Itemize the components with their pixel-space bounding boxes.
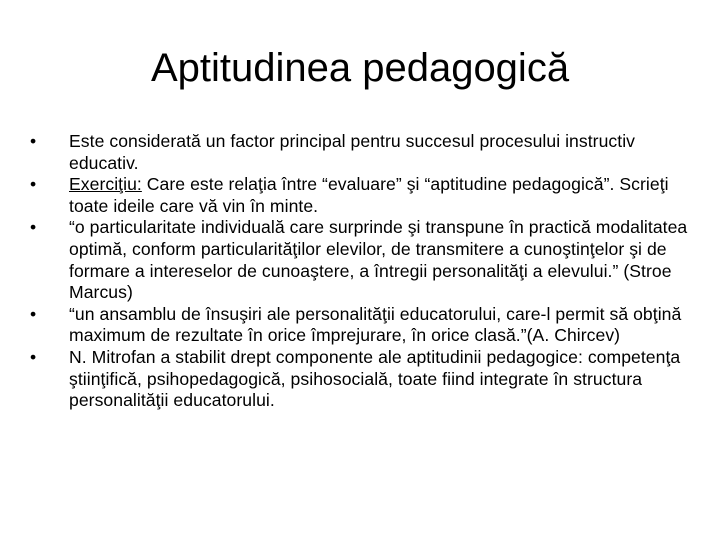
- bullet-marker: •: [30, 303, 37, 324]
- bullet-item: [30, 217, 698, 303]
- bullet-text: N. Mitrofan a stabilit drept componente ale aptitudinii pedagogice: competenţa ştiinţifică, psihopedagogică, psihosocială, toate fiind integrate în structura personalităţii educatorului.: [69, 346, 681, 411]
- bullet-text: Care este relaţia între “evaluare” şi “aptitudine pedagogică”. Scrieţi toate ideile care vă vin în minte.: [69, 174, 669, 216]
- bullet-marker: •: [30, 217, 37, 238]
- bullet-item: [30, 174, 698, 217]
- bullet-item: [30, 347, 698, 412]
- bullet-list: [30, 131, 698, 412]
- bullet-item: [30, 304, 698, 347]
- exercise-label: Exerciţiu:: [69, 174, 142, 195]
- bullet-text: “un ansamblu de însuşiri ale personalităţii educatorului, care-l permit să obţină maximum de rezultate în orice împrejurare, în orice clasă.”(A. Chircev): [69, 303, 682, 346]
- bullet-marker: •: [30, 346, 37, 367]
- bullet-marker: •: [30, 131, 37, 151]
- bullet-text: Este considerată un factor principal pentru succesul procesului instructiv educativ.: [69, 131, 636, 173]
- slide-title: Aptitudinea pedagogică: [150, 46, 570, 90]
- bullet-item: [30, 131, 698, 174]
- bullet-text: “o particularitate individuală care surprinde şi transpune în practică modalitatea optimă, conform particularităţilor elevilor, de transmitere a cunoştinţelor şi de formare a intereselor de cunoaştere, a întregii personalităţi a elevului.” (Stroe Marcus): [69, 217, 688, 303]
- bullet-marker: •: [30, 174, 37, 195]
